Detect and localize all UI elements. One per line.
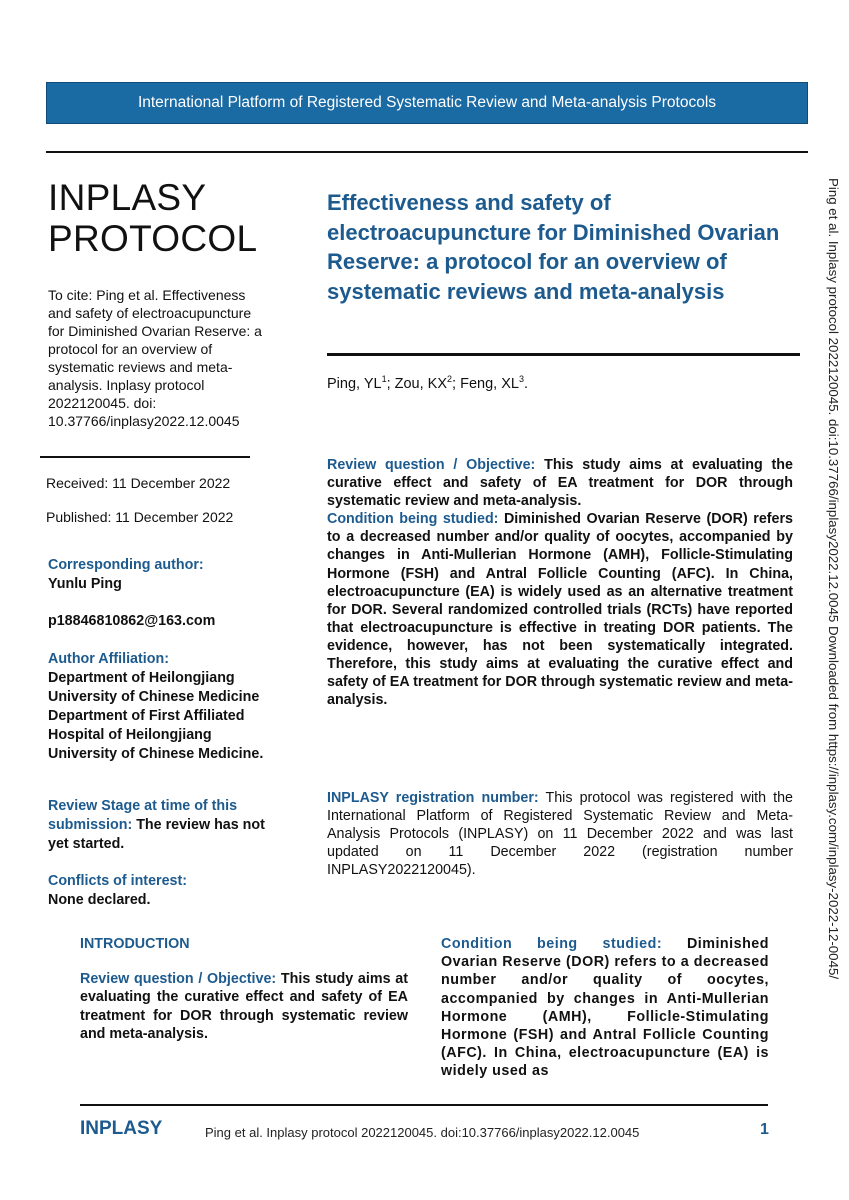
conflicts-label: Conflicts of interest:: [48, 873, 188, 889]
author-list: [327, 374, 528, 392]
review-stage: [48, 797, 280, 854]
abstract-condition-text: Diminished Ovarian Reserve (DOR) refers to a decreased number and/or quality of oocytes, accompanied by changes in Anti-Mullerian Hormone (AMH), Follicle-Stimulating Hormone (FSH) and Antral Follicle Counting (AFC). In China, electroacupuncture (EA) is widely used as an alternative treatment for DOR. Several randomized controlled trials (RCTs) have reported that electroacupuncture is effective in treating DOR patients. The evidence, however, has not been systematically integrated. Therefore, this study aims at evaluating the curative effect and safety of EA treatment for DOR through systematic review and meta-analysis.: [327, 511, 793, 709]
author-list-end: .: [523, 375, 528, 392]
author-1: Ping, YL: [327, 375, 382, 392]
conflicts-text: None declared.: [48, 892, 151, 908]
doc-type-line2: PROTOCOL: [48, 218, 258, 259]
author-2-sup: 2: [447, 374, 453, 384]
citation: To cite: Ping et al. Effectiveness and safety of electroacupuncture for Diminished Ovarian Reserve: a protocol for an overview of systematic reviews and meta-analysis. Inplasy protocol 2022120045. doi: 10.37766/inplasy2022.12.0045: [48, 287, 262, 429]
corresponding-author: [48, 556, 280, 594]
published-date: Published: 11 December 2022: [46, 509, 234, 525]
divider: [40, 456, 250, 458]
corresponding-name: Yunlu Ping: [48, 576, 122, 592]
review-stage-text: The review has not yet started.: [48, 817, 265, 852]
review-stage-label: Review Stage at time of this submission:: [48, 798, 238, 833]
journal-banner: International Platform of Registered Systematic Review and Meta-analysis Protocols: [46, 82, 808, 124]
affiliation-text: Department of Heilongjiang University of Chinese Medicine Department of First Affiliated Hospital of Heilongjiang University of Chinese Medicine.: [48, 670, 264, 762]
conflicts-of-interest: [48, 872, 280, 910]
abstract: [327, 456, 793, 709]
author-1-sup: 1: [381, 374, 387, 384]
abstract-condition-label: Condition being studied:: [327, 511, 499, 528]
intro-condition-text: Diminished Ovarian Reserve (DOR) refers to a decreased number and/or quality of oocytes, accompanied by changes in Anti-Mullerian Hormone (AMH), Follicle-Stimulating Hormone (FSH) and Antral Follicle Counting (AFC). In China, electroacupuncture (EA) is widely used as: [441, 936, 769, 1080]
received-date: Received: 11 December 2022: [46, 475, 231, 491]
divider: [46, 151, 808, 153]
footer-citation: Ping et al. Inplasy protocol 2022120045. doi:10.37766/inplasy2022.12.0045: [205, 1125, 640, 1140]
intro-objective-label: Review question / Objective:: [80, 971, 277, 988]
download-side-note: Ping et al. Inplasy protocol 2022120045. doi:10.37766/inplasy2022.12.0045 Downloaded from https://inplasy.com/inplasy-2022-12-0045/: [826, 178, 841, 980]
corresponding-label: Corresponding author:: [48, 557, 204, 573]
intro-condition: [441, 935, 769, 1081]
footer-brand: INPLASY: [80, 1118, 163, 1139]
paper-title: Effectiveness and safety of electroacupuncture for Diminished Ovarian Reserve: a protocol for an overview of systematic reviews and meta-analysis: [327, 190, 780, 304]
introduction-heading: INTRODUCTION: [80, 936, 190, 952]
intro-condition-label: Condition being studied:: [441, 936, 663, 952]
intro-objective-text: This study aims at evaluating the curative effect and safety of EA treatment for DOR through systematic review and meta-analysis.: [80, 971, 408, 1042]
intro-objective: [80, 970, 408, 1043]
introduction-column-right: [441, 935, 769, 1081]
abstract-objective-label: Review question / Objective:: [327, 457, 536, 473]
author-affiliation: [48, 650, 280, 764]
abstract-objective: [327, 456, 793, 510]
registration: [327, 789, 793, 879]
doc-type-title: [48, 177, 257, 259]
divider: [327, 353, 800, 356]
introduction-column-left: [80, 935, 408, 1043]
registration-text: This protocol was registered with the International Platform of Registered Systematic Review and Meta-Analysis Protocols (INPLASY) on 11 December 2022 and was last updated on 11 December 2022 (registration number INPLASY2022120045).: [327, 790, 794, 879]
author-2: ; Zou, KX: [386, 375, 448, 392]
abstract-condition: [327, 510, 793, 709]
affiliation-label: Author Affiliation:: [48, 651, 169, 667]
author-3: ; Feng, XL: [452, 375, 519, 392]
registration-label: INPLASY registration number:: [327, 790, 539, 806]
doc-type-line1: INPLASY: [48, 177, 207, 218]
page-number: 1: [760, 1121, 769, 1138]
corresponding-email: p18846810862@163.com: [48, 613, 216, 629]
divider: [80, 1104, 768, 1106]
abstract-objective-text: This study aims at evaluating the curative effect and safety of EA treatment for DOR through systematic review and meta-analysis.: [327, 457, 793, 510]
author-3-sup: 3: [518, 374, 524, 384]
